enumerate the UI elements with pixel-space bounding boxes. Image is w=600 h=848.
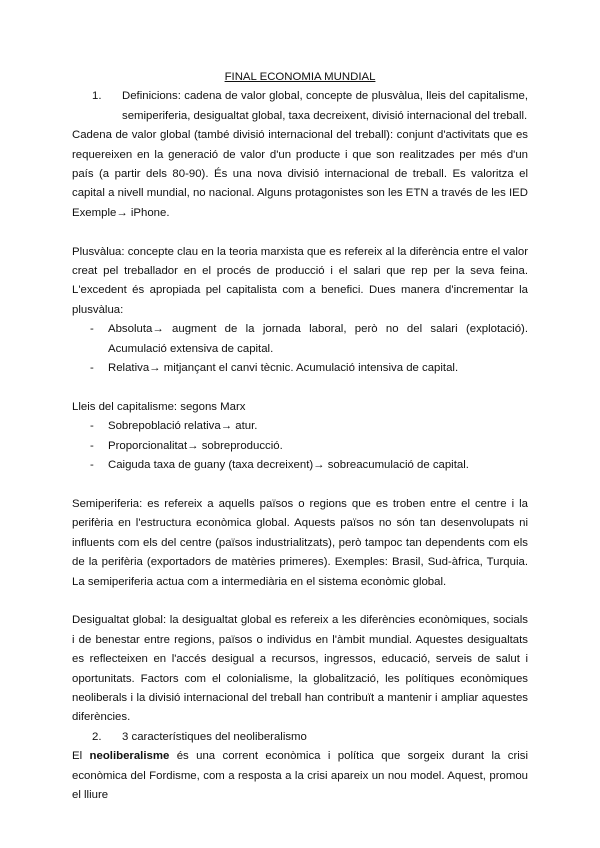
list-item [72, 456, 528, 475]
dash-bullet: - [90, 323, 94, 336]
list-item-text: Caiguda taxa de guany (taxa decreixent)→ sobreacumulació de capital. [108, 459, 469, 472]
plusvalua-list [72, 320, 528, 378]
paragraph-plusvalua: Plusvàlua: concepte clau en la teoria marxista que es refereix al la diferència entre el valor creat pel treballador en el procés de producció i el salari que rep per la seva feina. L'excedent és apropiada pel capitalista com a benefici. Dues manera d'incrementar la plusvàlua: [72, 245, 528, 316]
section-2-number: 2. [92, 730, 102, 743]
dash-bullet: - [90, 459, 94, 472]
list-item-text: Relativa→ mitjançant el canvi tècnic. Acumulació intensiva de capital. [108, 362, 459, 375]
neolib-term: neoliberalisme [89, 750, 170, 763]
list-item-text: Sobrepoblació relativa→ atur. [108, 420, 258, 433]
dash-bullet: - [90, 362, 94, 375]
neolib-rest: és una corrent econòmica i política que sorgeix durant la crisi econòmica del Fordisme, com a resposta a la crisi apareix un nou model. Aquest, promou el lliure [72, 750, 528, 801]
dash-bullet: - [90, 439, 94, 452]
section-1-text: Definicions: cadena de valor global, concepte de plusvàlua, lleis del capitalisme, semiperiferia, desigualtat global, taxa decreixent, divisió internacional del treball. [122, 90, 528, 122]
document-title: FINAL ECONOMIA MUNDIAL [224, 71, 376, 83]
section-2-heading [72, 728, 528, 747]
paragraph-neoliberalisme [72, 747, 528, 805]
section-1-heading [72, 87, 528, 126]
dash-bullet: - [90, 420, 94, 433]
list-item [72, 320, 528, 359]
paragraph-desigualtat: Desigualtat global: la desigualtat global es refereix a les diferències econòmiques, socials i de benestar entre regions, països o individus en l'àmbit mundial. Aquestes desigualtats es reflecteixen en l'accés desigual a recursos, ingressos, educació, serveis de salut i oportunitats. Factors com el colonialisme, la globalització, les polítiques econòmiques neoliberals i la divisió internacional del treball han contribuït a mantenir i ampliar aquestes diferències. [72, 614, 528, 724]
paragraph-cadena-valor: Cadena de valor global (també divisió internacional del treball): conjunt d'activitats que es requereixen en la generació de valor d'un producte i que son realitzades per més d'un país (a partir dels 80-90). És una nova divisió internacional de treball. Es valoritza el capital a nivell mundial, no nacional. Alguns protagonistes son les ETN a través de les IED Exemple→ iPhone. [72, 129, 528, 219]
neolib-lead: El [72, 750, 90, 763]
document-body [72, 68, 528, 805]
section-2-text: 3 característiques del neoliberalismo [122, 730, 307, 743]
section-1-number: 1. [92, 90, 102, 103]
list-item-text: Absoluta→ augment de la jornada laboral, però no del salari (explotació). Acumulació extensiva de capital. [108, 323, 528, 355]
lleis-list [72, 417, 528, 475]
list-item [72, 359, 528, 378]
list-item [72, 417, 528, 436]
list-item-text: Proporcionalitat→ sobreproducció. [108, 439, 283, 452]
paragraph-lleis: Lleis del capitalisme: segons Marx [72, 400, 246, 413]
list-item [72, 437, 528, 456]
paragraph-semiperiferia: Semiperiferia: es refereix a aquells països o regions que es troben entre el centre i la perifèria en l'estructura econòmica global. Aquests països no són tan desenvolupats ni influents com els del centre (països industrialitzats), però tampoc tan dependents com els de la perifèria (exportadors de matèries primeres). Exemples: Brasil, Sud-àfrica, Turquia. La semiperiferia actua com a intermediària en el sistema econòmic global. [72, 497, 528, 588]
